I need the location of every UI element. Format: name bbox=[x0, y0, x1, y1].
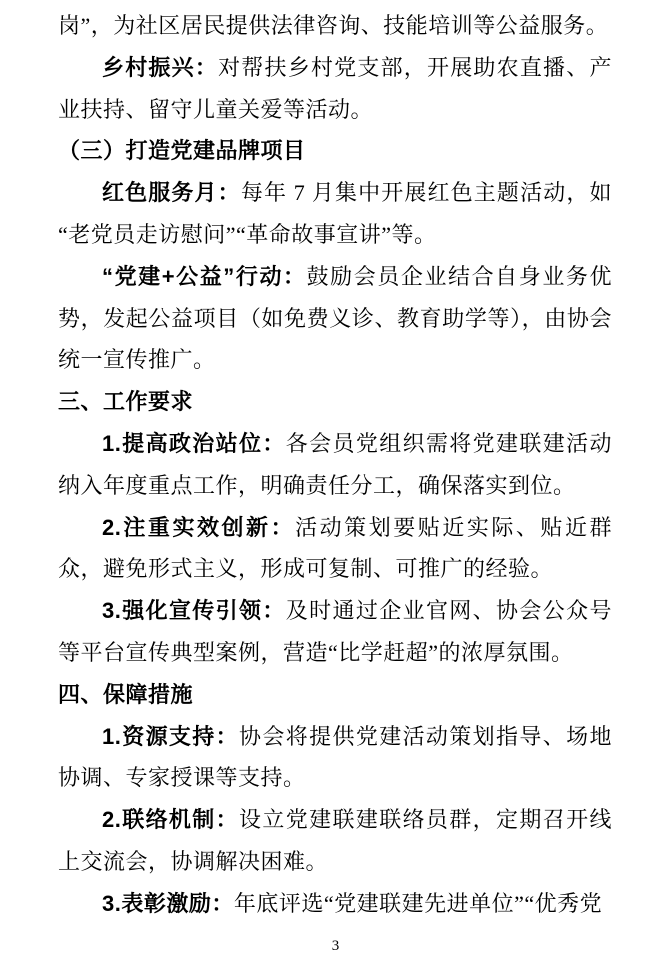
paragraph bbox=[58, 423, 612, 507]
page-number: 3 bbox=[331, 938, 340, 954]
paragraph bbox=[58, 590, 612, 674]
paragraph bbox=[58, 883, 612, 925]
text-run: 对帮扶乡村党支部，开展助农直播、产业扶持、留守儿童关爱等活动。 bbox=[58, 54, 612, 122]
page-content bbox=[58, 5, 612, 925]
text-run-bold: 乡村振兴： bbox=[102, 54, 219, 80]
text-run: 年底评选“党建联建先进单位”“优秀党 bbox=[233, 890, 603, 916]
text-run-bold: “党建+公益”行动： bbox=[102, 263, 307, 289]
text-run: 鼓励会员企业结合自身业务优势，发起公益项目（如免费义诊、教育助学等），由协会统一宣传推广。 bbox=[58, 263, 612, 373]
paragraph bbox=[58, 716, 612, 800]
paragraph bbox=[58, 256, 612, 381]
text-run-bold: 三、工作要求 bbox=[58, 389, 194, 415]
text-run: 各会员党组织需将党建联建活动纳入年度重点工作，明确责任分工，确保落实到位。 bbox=[58, 430, 612, 498]
text-run-bold: 3.强化宣传引领： bbox=[102, 598, 286, 624]
text-run-bold: 2.注重实效创新： bbox=[102, 514, 296, 540]
text-run: 设立党建联建联络员群，定期召开线上交流会，协调解决困难。 bbox=[58, 807, 612, 874]
text-run-bold: 四、保障措施 bbox=[58, 681, 194, 707]
paragraph bbox=[58, 799, 612, 883]
text-run-bold: 2.联络机制： bbox=[102, 807, 240, 833]
text-run-bold: 红色服务月： bbox=[102, 180, 241, 206]
text-run-bold: 3.表彰激励： bbox=[102, 890, 234, 916]
text-run-bold: （三）打造党建品牌项目 bbox=[58, 138, 306, 164]
text-run: 活动策划要贴近实际、贴近群众，避免形式主义，形成可复制、可推广的经验。 bbox=[58, 514, 612, 582]
section-heading bbox=[58, 674, 612, 716]
page-footer bbox=[0, 936, 671, 956]
paragraph bbox=[58, 47, 612, 131]
text-run: 岗”，为社区居民提供法律咨询、技能培训等公益服务。 bbox=[58, 13, 609, 38]
paragraph bbox=[58, 172, 612, 256]
paragraph bbox=[58, 507, 612, 591]
paragraph bbox=[58, 5, 612, 47]
text-run-bold: 1.提高政治站位： bbox=[102, 430, 286, 456]
text-run-bold: 1.资源支持： bbox=[102, 723, 240, 749]
text-run: 协会将提供党建活动策划指导、场地协调、专家授课等支持。 bbox=[58, 723, 612, 791]
section-heading bbox=[58, 130, 612, 172]
text-run: 及时通过企业官网、协会公众号等平台宣传典型案例，营造“比学赶超”的浓厚氛围。 bbox=[58, 598, 612, 665]
section-heading bbox=[58, 381, 612, 423]
text-run: 每年 7 月集中开展红色主题活动，如“老党员走访慰问”“革命故事宣讲”等。 bbox=[58, 180, 612, 247]
